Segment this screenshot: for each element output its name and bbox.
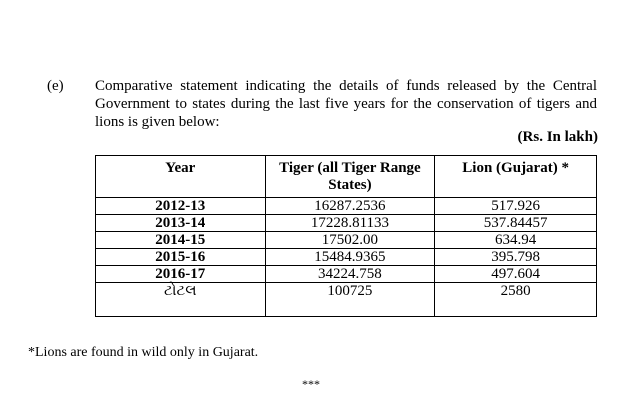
end-marker: *** xyxy=(302,377,320,391)
total-label: ટોટલ xyxy=(96,283,266,317)
lion-cell: 634.94 xyxy=(435,232,597,249)
lion-cell: 497.604 xyxy=(435,266,597,283)
table-row xyxy=(96,198,597,215)
header-tiger: Tiger (all Tiger Range States) xyxy=(265,156,435,198)
table-row xyxy=(96,232,597,249)
tiger-cell: 17228.81133 xyxy=(265,215,435,232)
header-year: Year xyxy=(96,156,266,198)
year-cell: 2014-15 xyxy=(96,232,266,249)
lion-cell: 537.84457 xyxy=(435,215,597,232)
lion-cell: 517.926 xyxy=(435,198,597,215)
item-marker: (e) xyxy=(47,78,64,94)
table-row xyxy=(96,215,597,232)
year-cell: 2016-17 xyxy=(96,266,266,283)
lion-cell: 395.798 xyxy=(435,249,597,266)
footnote: *Lions are found in wild only in Gujarat. xyxy=(28,345,259,360)
table-row xyxy=(96,249,597,266)
header-lion: Lion (Gujarat) * xyxy=(435,156,597,198)
tiger-cell: 16287.2536 xyxy=(265,198,435,215)
total-tiger: 100725 xyxy=(265,283,435,317)
table-row xyxy=(96,266,597,283)
total-row xyxy=(96,283,597,317)
intro-paragraph: Comparative statement indicating the details of funds released by the Central Government to states during the last five years for the conservation of tigers and lions is given below: xyxy=(95,78,597,130)
tiger-cell: 15484.9365 xyxy=(265,249,435,266)
tiger-cell: 34224.758 xyxy=(265,266,435,283)
year-cell: 2012-13 xyxy=(96,198,266,215)
total-lion: 2580 xyxy=(435,283,597,317)
unit-note: (Rs. In lakh) xyxy=(517,129,598,145)
tiger-cell: 17502.00 xyxy=(265,232,435,249)
year-cell: 2015-16 xyxy=(96,249,266,266)
year-cell: 2013-14 xyxy=(96,215,266,232)
table-header-row xyxy=(96,156,597,198)
funds-table xyxy=(95,155,597,317)
